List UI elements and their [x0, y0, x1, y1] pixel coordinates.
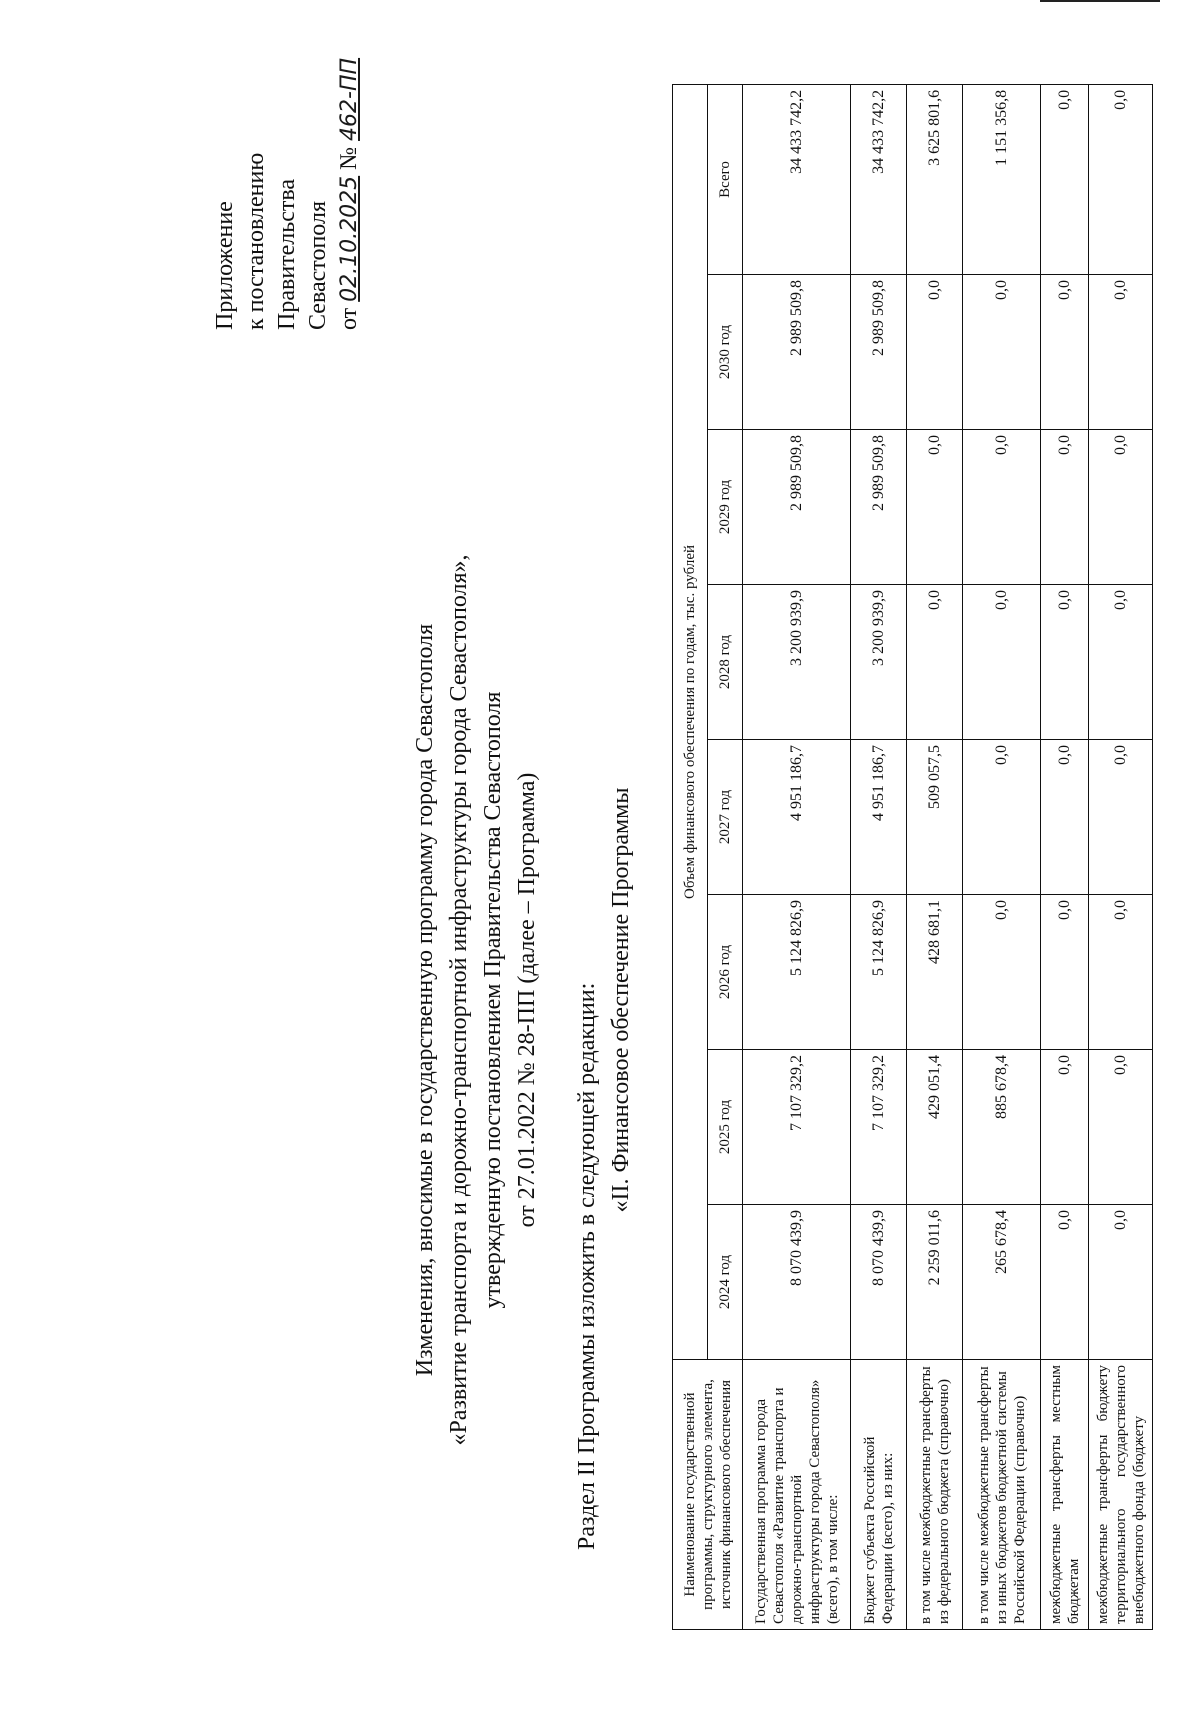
row-value: 0,0 [963, 430, 1041, 585]
row-value: 0,0 [1089, 430, 1153, 585]
row-value: 0,0 [907, 275, 963, 430]
row-value: 0,0 [963, 740, 1041, 895]
row-value: 0,0 [963, 585, 1041, 740]
row-total: 0,0 [1089, 84, 1153, 274]
appendix-line-1: Приложение [212, 201, 238, 330]
title-line-3: утвержденную постановлением Правительства Севастополя [480, 691, 506, 1309]
row-label: межбюджетные трансферты местным бюджетам [1041, 1360, 1089, 1630]
row-label: межбюджетные трансферты бюджету территориального государственного внебюджетного фонда (бюджету [1089, 1360, 1153, 1630]
row-value: 8 070 439,9 [743, 1205, 851, 1360]
row-value: 8 070 439,9 [851, 1205, 907, 1360]
row-value: 0,0 [1041, 430, 1089, 585]
row-value: 0,0 [1089, 740, 1153, 895]
table-row [1041, 84, 1089, 1629]
document-title [408, 450, 544, 1550]
header-year: 2030 год [708, 275, 743, 430]
row-label: Бюджет субъекта Российской Федерации (всего), из них: [851, 1360, 907, 1630]
header-year: 2028 год [708, 585, 743, 740]
appendix-date-line [334, 50, 365, 330]
row-total: 3 625 801,6 [907, 84, 963, 274]
table-header-row [673, 84, 708, 1629]
row-value: 0,0 [1089, 895, 1153, 1050]
row-value: 0,0 [1041, 1205, 1089, 1360]
row-label: в том числе межбюджетные трансферты из иных бюджетов бюджетной системы Российской Федерации (справочно) [963, 1360, 1041, 1630]
row-value: 3 200 939,9 [851, 585, 907, 740]
row-value: 4 951 186,7 [851, 740, 907, 895]
instruction-text: Раздел II Программы изложить в следующей редакции: [574, 982, 600, 1550]
row-label: в том числе межбюджетные трансферты из федерального бюджета (справочно) [907, 1360, 963, 1630]
row-value: 2 989 509,8 [851, 275, 907, 430]
row-value: 2 259 011,6 [907, 1205, 963, 1360]
row-value: 509 057,5 [907, 740, 963, 895]
title-line-4: от 27.01.2022 № 28-ПП (далее – Программа) [514, 772, 540, 1228]
row-total: 34 433 742,2 [743, 84, 851, 274]
row-value: 429 051,4 [907, 1050, 963, 1205]
row-value: 0,0 [1041, 585, 1089, 740]
handwritten-number: 462-ПП [337, 57, 362, 141]
row-value: 2 989 509,8 [743, 430, 851, 585]
row-value: 0,0 [1041, 895, 1089, 1050]
scan-edge-line [1040, 0, 1160, 2]
row-value: 4 951 186,7 [743, 740, 851, 895]
header-year: 2025 год [708, 1050, 743, 1205]
number-prefix: № [336, 146, 362, 170]
appendix-line-3: Правительства Севастополя [274, 178, 331, 330]
title-line-1: Изменения, вносимые в государственную программу города Севастополя [412, 623, 438, 1377]
row-value: 7 107 329,2 [851, 1050, 907, 1205]
handwritten-date: 02.10.2025 [337, 175, 362, 302]
section-title: «II. Финансовое обеспечение Программы [608, 787, 634, 1213]
table-row [1089, 84, 1153, 1629]
row-value: 0,0 [963, 895, 1041, 1050]
title-line-2: «Развитие транспорта и дорожно-транспортной инфраструктуры города Севастополя», [446, 554, 472, 1446]
row-value: 5 124 826,9 [851, 895, 907, 1050]
row-value: 0,0 [963, 275, 1041, 430]
row-value: 7 107 329,2 [743, 1050, 851, 1205]
header-year: 2026 год [708, 895, 743, 1050]
row-value: 2 989 509,8 [851, 430, 907, 585]
header-total: Всего [708, 84, 743, 274]
header-year: 2029 год [708, 430, 743, 585]
row-value: 0,0 [1041, 1050, 1089, 1205]
header-name: Наименование государственной программы, структурного элемента, источник финансового обеспечения [673, 1360, 743, 1630]
row-total: 0,0 [1041, 84, 1089, 274]
row-total: 34 433 742,2 [851, 84, 907, 274]
table-row [963, 84, 1041, 1629]
row-value: 2 989 509,8 [743, 275, 851, 430]
row-value: 0,0 [907, 430, 963, 585]
row-value: 0,0 [1089, 275, 1153, 430]
row-value: 0,0 [907, 585, 963, 740]
row-total: 1 151 356,8 [963, 84, 1041, 274]
financing-table [672, 84, 1153, 1630]
appendix-block [210, 50, 365, 330]
table-row [851, 84, 907, 1629]
row-value: 5 124 826,9 [743, 895, 851, 1050]
row-value: 428 681,1 [907, 895, 963, 1050]
header-year: 2027 год [708, 740, 743, 895]
row-value: 0,0 [1041, 275, 1089, 430]
header-year: 2024 год [708, 1205, 743, 1360]
row-value: 0,0 [1089, 585, 1153, 740]
row-value: 0,0 [1089, 1205, 1153, 1360]
row-value: 265 678,4 [963, 1205, 1041, 1360]
row-value: 0,0 [1089, 1050, 1153, 1205]
table-row [907, 84, 963, 1629]
row-value: 885 678,4 [963, 1050, 1041, 1205]
row-value: 0,0 [1041, 740, 1089, 895]
header-group: Объем финансового обеспечения по годам, тыс. рублей [673, 84, 708, 1359]
row-label: Государственная программа города Севастополя «Развитие транспорта и дорожно-транспортной инфраструктуры города Севастополя» (всего), в том числе: [743, 1360, 851, 1630]
table-row [743, 84, 851, 1629]
document-sheet [0, 40, 1200, 1700]
row-value: 3 200 939,9 [743, 585, 851, 740]
date-prefix: от [336, 307, 362, 330]
appendix-line-2: к постановлению [243, 152, 269, 330]
